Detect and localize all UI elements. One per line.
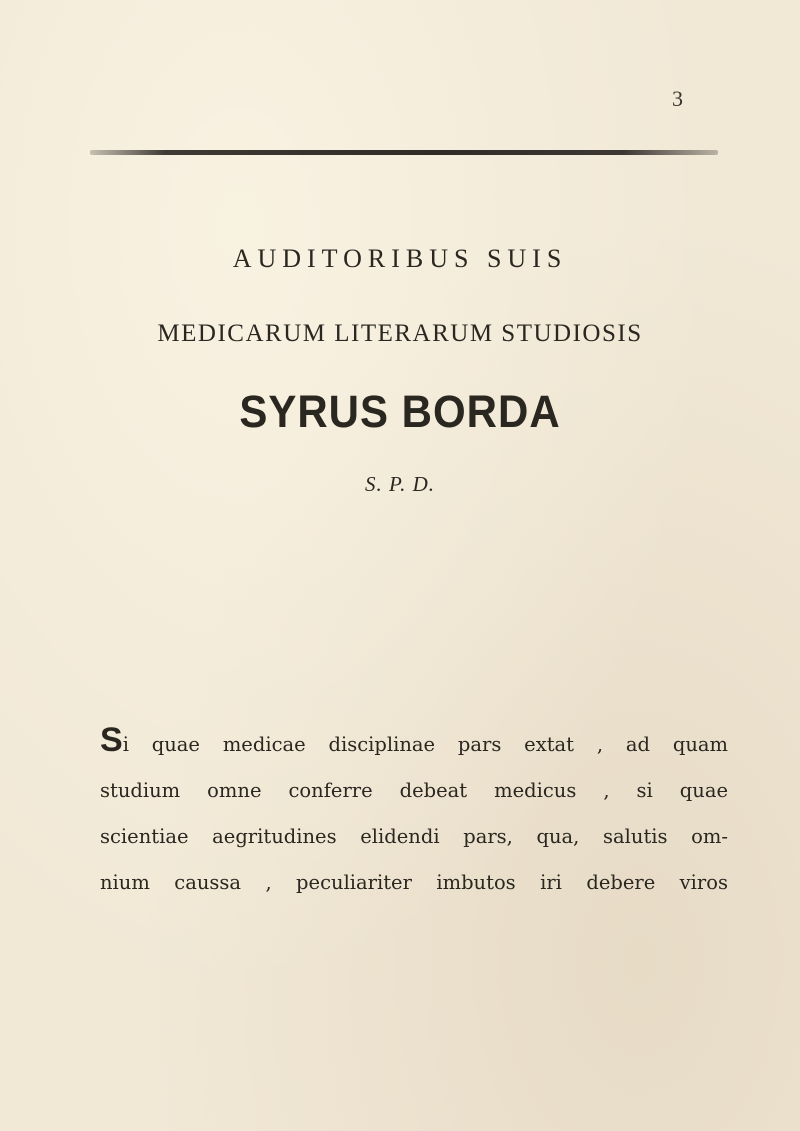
page-number: 3 <box>672 86 683 111</box>
salutation: S. P. D. <box>364 472 436 496</box>
author-name: SYRUS BORDA <box>239 386 561 437</box>
body-line-1 <box>100 722 728 768</box>
body-paragraph <box>100 722 728 906</box>
dedication-line-2: MEDICARUM LITERARUM STUDIOSIS <box>157 320 643 347</box>
body-line-1-text: i quae medicae disciplinae pars extat , ad quam <box>122 733 728 756</box>
body-line-2: studium omne conferre debeat medicus , si quae <box>100 779 728 802</box>
body-line-3: scientiae aegritudines elidendi pars, qua, salutis om- <box>100 825 728 848</box>
drop-cap: S <box>100 721 123 759</box>
dedication-line-1: AUDITORIBUS SUIS <box>232 244 568 273</box>
body-line-4: nium caussa , peculiariter imbutos iri debere viros <box>100 871 728 894</box>
header-rule <box>90 150 718 155</box>
